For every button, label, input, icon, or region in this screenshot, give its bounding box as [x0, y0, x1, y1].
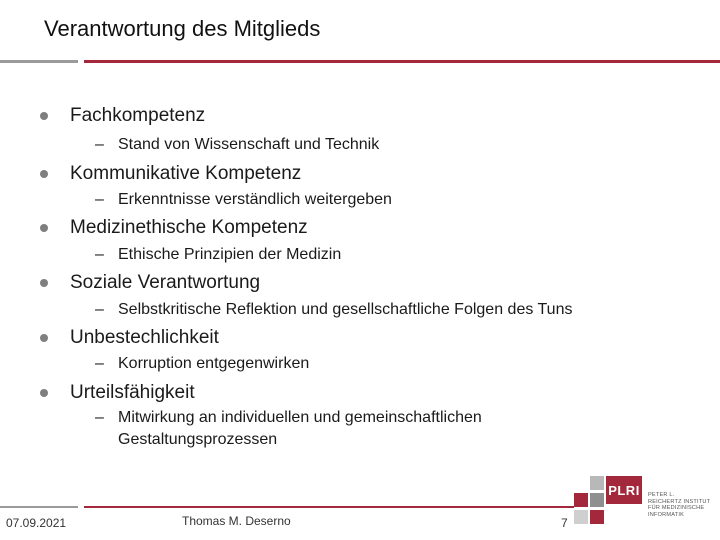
- bullet-item: [40, 381, 195, 405]
- logo-line: FÜR MEDIZINISCHE: [648, 505, 705, 512]
- sub-bullet-item: [95, 353, 638, 375]
- bullet-dot-icon: [40, 389, 48, 397]
- bullet-item: [40, 216, 308, 240]
- bullet-label: Medizinethische Kompetenz: [70, 217, 308, 238]
- sub-bullet-dash: –: [95, 191, 104, 208]
- footer-author: Thomas M. Deserno: [182, 514, 291, 528]
- footer-rule-left: [0, 506, 78, 508]
- sub-bullet-dash: –: [95, 246, 104, 263]
- sub-bullet-item: [95, 189, 638, 211]
- bullet-item: [40, 271, 260, 295]
- bullet-dot-icon: [40, 334, 48, 342]
- footer-date: 07.09.2021: [6, 516, 67, 530]
- sub-bullet-item: [95, 407, 548, 451]
- bullet-item: [40, 326, 219, 350]
- sub-bullet-dash: –: [95, 301, 104, 318]
- bullet-label: Kommunikative Kompetenz: [70, 163, 302, 184]
- logo-text: [648, 492, 710, 518]
- logo-line: REICHERTZ INSTITUT: [648, 498, 711, 505]
- sub-bullet-dash: –: [95, 409, 104, 426]
- bullet-dot-icon: [40, 224, 48, 232]
- bullet-item: [40, 104, 205, 128]
- bullet-label: Fachkompetenz: [70, 105, 206, 126]
- logo-mark: PLRI: [606, 476, 642, 504]
- slide-title: Verantwortung des Mitglieds: [44, 16, 321, 41]
- sub-bullet-dash: –: [95, 136, 104, 153]
- sub-bullet-item: [95, 134, 638, 156]
- bullet-label: Soziale Verantwortung: [70, 272, 261, 293]
- plri-logo: [570, 470, 720, 530]
- sub-bullet-item: [95, 244, 638, 266]
- title-rule-left: [0, 60, 78, 63]
- logo-line: PETER L.: [648, 492, 675, 498]
- sub-bullet-dash: –: [95, 355, 104, 372]
- footer-rule-right: [84, 506, 574, 508]
- sub-bullet-text: Stand von Wissenschaft und Technik: [118, 136, 380, 153]
- sub-bullet-text: Mitwirkung an individuellen und gemeinschaftlichen Gestaltungsprozessen: [118, 409, 482, 448]
- bullet-dot-icon: [40, 112, 48, 120]
- logo-line: INFORMATIK: [648, 511, 685, 518]
- sub-bullet-text: Erkenntnisse verständlich weitergeben: [118, 191, 392, 208]
- sub-bullet-text: Korruption entgegenwirken: [118, 355, 310, 372]
- sub-bullet-text: Selbstkritische Reflektion und gesellschaftliche Folgen des Tuns: [118, 301, 573, 318]
- sub-bullet-item: [95, 299, 678, 321]
- bullet-dot-icon: [40, 279, 48, 287]
- page-number: 7: [561, 516, 568, 530]
- bullet-label: Unbestechlichkeit: [70, 327, 219, 348]
- sub-bullet-text: Ethische Prinzipien der Medizin: [118, 246, 342, 263]
- bullet-item: [40, 162, 301, 186]
- bullet-dot-icon: [40, 170, 48, 178]
- bullet-label: Urteilsfähigkeit: [70, 382, 195, 403]
- title-rule-right: [84, 60, 720, 63]
